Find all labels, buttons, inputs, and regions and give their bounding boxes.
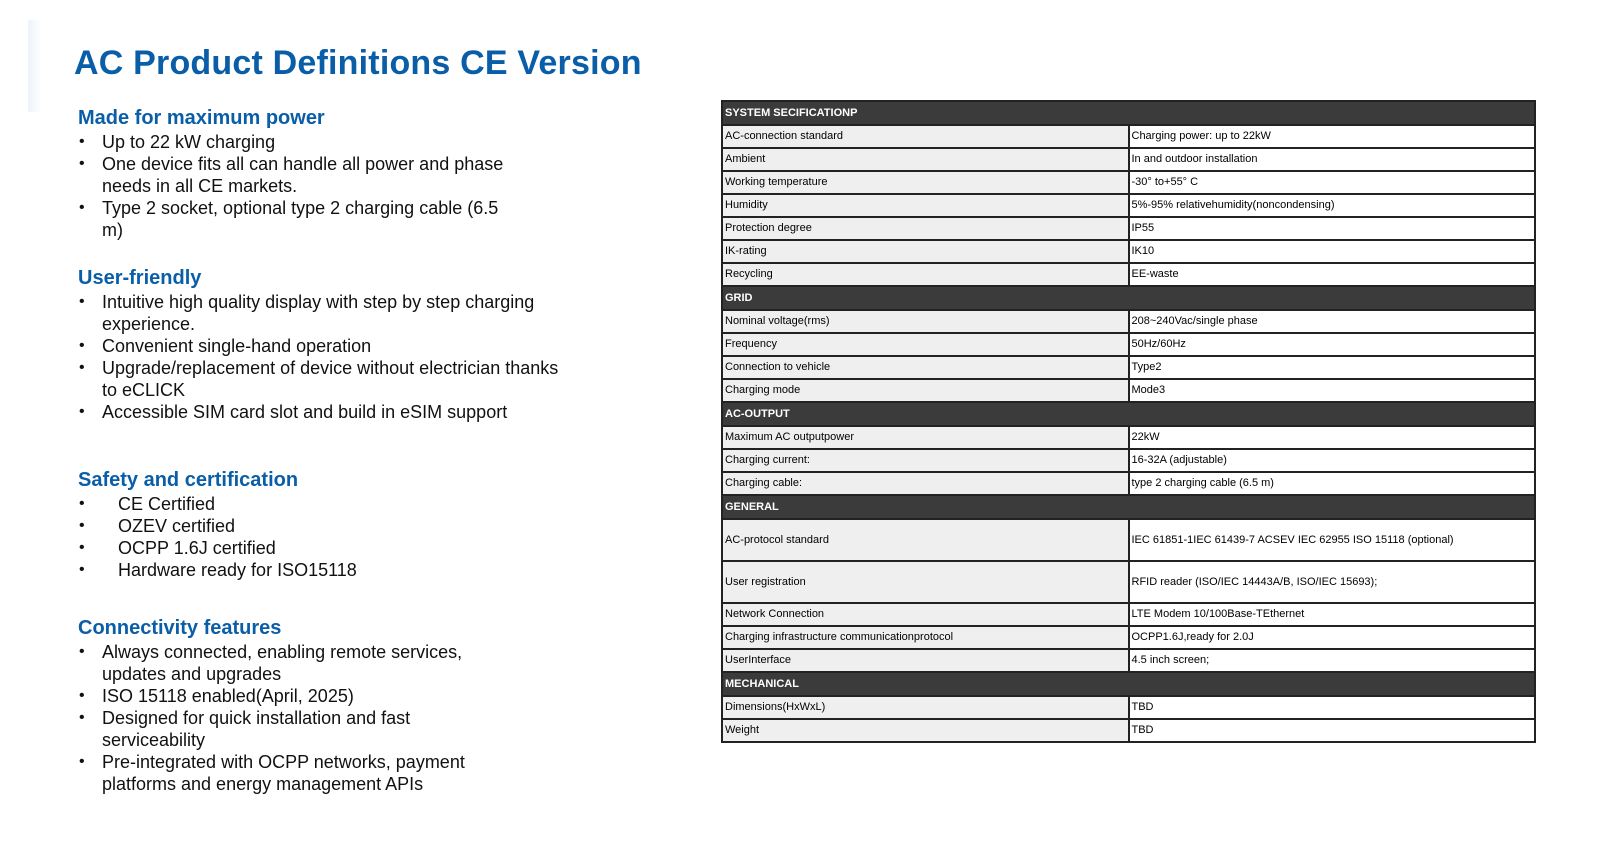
bullet-list bbox=[78, 291, 598, 423]
spec-label: User registration bbox=[722, 561, 1129, 603]
spec-value: EE-waste bbox=[1129, 263, 1536, 286]
section-heading: User-friendly bbox=[78, 267, 202, 289]
spec-label: Charging mode bbox=[722, 379, 1129, 402]
spec-label: Connection to vehicle bbox=[722, 356, 1129, 379]
spec-row bbox=[722, 148, 1535, 171]
spec-label: Humidity bbox=[722, 194, 1129, 217]
bullet-item: • Accessible SIM card slot and build in eSIM support bbox=[78, 401, 598, 423]
spec-label: Frequency bbox=[722, 333, 1129, 356]
bullet-item: • Convenient single-hand operation bbox=[78, 335, 598, 357]
spec-row bbox=[722, 333, 1535, 356]
spec-group-header bbox=[722, 672, 1535, 696]
section-heading: Safety and certification bbox=[78, 469, 299, 491]
bullet-item: • Designed for quick installation and fast serviceability bbox=[78, 707, 442, 751]
spec-label: Weight bbox=[722, 719, 1129, 742]
spec-group-title: SYSTEM SECIFICATIONP bbox=[722, 101, 1535, 125]
spec-value: Mode3 bbox=[1129, 379, 1536, 402]
spec-label: Network Connection bbox=[722, 603, 1129, 626]
bullet-item: • Always connected, enabling remote services, updates and upgrades bbox=[78, 641, 487, 685]
spec-label: AC-connection standard bbox=[722, 125, 1129, 148]
section-maximum-power bbox=[78, 107, 598, 241]
bullet-item: • ISO 15118 enabled(April, 2025) bbox=[78, 685, 598, 707]
spec-group-header bbox=[722, 402, 1535, 426]
spec-value: TBD bbox=[1129, 696, 1536, 719]
section-safety-certification bbox=[78, 469, 598, 581]
spec-value: LTE Modem 10/100Base-TEthernet bbox=[1129, 603, 1536, 626]
spec-row bbox=[722, 426, 1535, 449]
spec-label: Charging infrastructure communicationprotocol bbox=[722, 626, 1129, 649]
spec-group-header bbox=[722, 495, 1535, 519]
spec-row bbox=[722, 263, 1535, 286]
spec-row bbox=[722, 649, 1535, 672]
spec-label: Ambient bbox=[722, 148, 1129, 171]
spec-value: TBD bbox=[1129, 719, 1536, 742]
spec-value: 50Hz/60Hz bbox=[1129, 333, 1536, 356]
spec-value: OCPP1.6J,ready for 2.0J bbox=[1129, 626, 1536, 649]
spec-value: IK10 bbox=[1129, 240, 1536, 263]
spec-value: In and outdoor installation bbox=[1129, 148, 1536, 171]
spec-label: Charging cable: bbox=[722, 472, 1129, 495]
bullet-item: • CE Certified bbox=[78, 493, 598, 515]
spec-row bbox=[722, 696, 1535, 719]
spec-group-header bbox=[722, 101, 1535, 125]
bullet-item: • Pre-integrated with OCPP networks, payment platforms and energy management APIs bbox=[78, 751, 487, 795]
section-heading: Made for maximum power bbox=[78, 107, 325, 129]
spec-label: Recycling bbox=[722, 263, 1129, 286]
bullet-list bbox=[78, 131, 598, 241]
spec-row bbox=[722, 719, 1535, 742]
bullet-item: • Upgrade/replacement of device without electrician thanks to eCLICK bbox=[78, 357, 572, 401]
spec-row bbox=[722, 356, 1535, 379]
spec-group-title: GENERAL bbox=[722, 495, 1535, 519]
spec-row bbox=[722, 561, 1535, 603]
spec-label: Charging current: bbox=[722, 449, 1129, 472]
spec-row bbox=[722, 310, 1535, 333]
spec-row bbox=[722, 472, 1535, 495]
spec-row bbox=[722, 217, 1535, 240]
section-connectivity bbox=[78, 617, 598, 795]
spec-row bbox=[722, 603, 1535, 626]
bullet-list bbox=[78, 641, 598, 795]
bullet-item: • Up to 22 kW charging bbox=[78, 131, 598, 153]
spec-value: -30° to+55° C bbox=[1129, 171, 1536, 194]
spec-value: Charging power: up to 22kW bbox=[1129, 125, 1536, 148]
spec-row bbox=[722, 240, 1535, 263]
spec-value: 22kW bbox=[1129, 426, 1536, 449]
bullet-item: • One device fits all can handle all power and phase needs in all CE markets. bbox=[78, 153, 512, 197]
spec-label: UserInterface bbox=[722, 649, 1129, 672]
feature-column bbox=[0, 0, 620, 850]
spec-value: 16-32A (adjustable) bbox=[1129, 449, 1536, 472]
spec-group-title: GRID bbox=[722, 286, 1535, 310]
spec-group-header bbox=[722, 286, 1535, 310]
bullet-item: • Intuitive high quality display with step by step charging experience. bbox=[78, 291, 552, 335]
spec-row bbox=[722, 519, 1535, 561]
spec-table bbox=[721, 100, 1536, 743]
spec-group-title: MECHANICAL bbox=[722, 672, 1535, 696]
spec-row bbox=[722, 626, 1535, 649]
spec-value: IP55 bbox=[1129, 217, 1536, 240]
spec-value: RFID reader (ISO/IEC 14443A/B, ISO/IEC 15693); bbox=[1129, 561, 1536, 603]
spec-row bbox=[722, 125, 1535, 148]
section-heading: Connectivity features bbox=[78, 617, 282, 639]
spec-value: 4.5 inch screen; bbox=[1129, 649, 1536, 672]
spec-label: Maximum AC outputpower bbox=[722, 426, 1129, 449]
page-title: AC Product Definitions CE Version bbox=[74, 44, 642, 82]
spec-value: type 2 charging cable (6.5 m) bbox=[1129, 472, 1536, 495]
bullet-item: • Hardware ready for ISO15118 bbox=[78, 559, 598, 581]
spec-row bbox=[722, 379, 1535, 402]
section-user-friendly bbox=[78, 267, 598, 423]
spec-value: 5%-95% relativehumidity(noncondensing) bbox=[1129, 194, 1536, 217]
spec-value: IEC 61851-1IEC 61439-7 ACSEV IEC 62955 ISO 15118 (optional) bbox=[1129, 519, 1536, 561]
spec-value: Type2 bbox=[1129, 356, 1536, 379]
spec-label: Dimensions(HxWxL) bbox=[722, 696, 1129, 719]
spec-row bbox=[722, 171, 1535, 194]
spec-label: Nominal voltage(rms) bbox=[722, 310, 1129, 333]
spec-label: Protection degree bbox=[722, 217, 1129, 240]
bullet-list bbox=[78, 493, 598, 581]
spec-label: Working temperature bbox=[722, 171, 1129, 194]
bullet-item: • OZEV certified bbox=[78, 515, 598, 537]
spec-group-title: AC-OUTPUT bbox=[722, 402, 1535, 426]
spec-row bbox=[722, 194, 1535, 217]
spec-label: IK-rating bbox=[722, 240, 1129, 263]
spec-row bbox=[722, 449, 1535, 472]
spec-label: AC-protocol standard bbox=[722, 519, 1129, 561]
bullet-item: • Type 2 socket, optional type 2 charging cable (6.5 m) bbox=[78, 197, 512, 241]
bullet-item: • OCPP 1.6J certified bbox=[78, 537, 598, 559]
spec-value: 208~240Vac/single phase bbox=[1129, 310, 1536, 333]
